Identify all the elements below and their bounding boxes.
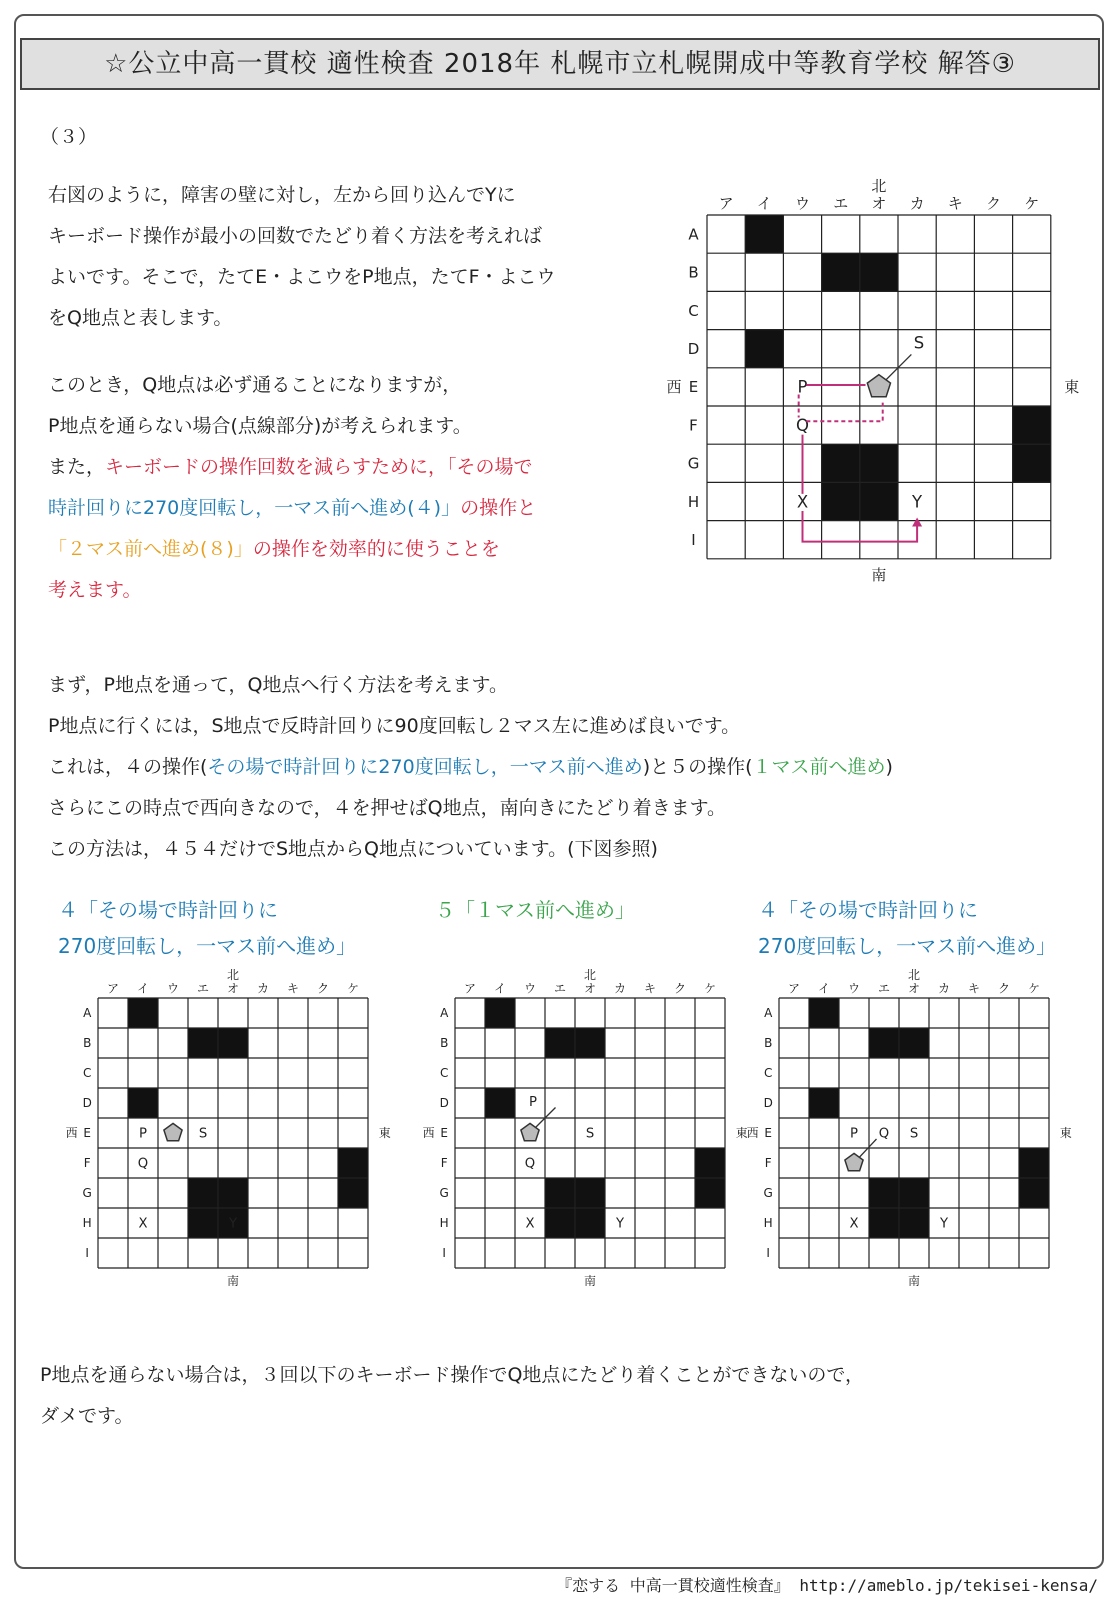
text-line: ダメです。 xyxy=(40,1405,134,1427)
wall-cell xyxy=(128,998,158,1028)
compass-south: 南 xyxy=(583,1273,597,1288)
compass-south: 南 xyxy=(907,1273,921,1288)
wall-cell xyxy=(899,1028,929,1058)
row-header: I xyxy=(766,1246,770,1261)
row-header: B xyxy=(440,1036,449,1051)
point-label-P: P xyxy=(850,1126,858,1142)
column-header: ク xyxy=(673,981,687,996)
column-header: エ xyxy=(833,194,849,213)
text-line: P地点を通らない場合(点線部分)が考えられます。 xyxy=(48,415,472,437)
row-header: I xyxy=(442,1246,446,1261)
column-header: ケ xyxy=(346,981,360,996)
point-label-P: P xyxy=(797,377,808,397)
row-header: C xyxy=(764,1066,773,1081)
text-line: よいです。そこで，たてE・よこウをP地点，たてF・よこウ xyxy=(48,266,556,288)
text-line: キーボード操作が最小の回数でたどり着く方法を考えれば xyxy=(48,225,543,247)
wall-cell xyxy=(1019,1178,1049,1208)
wall-cell xyxy=(860,444,898,482)
column-header: キ xyxy=(967,981,981,996)
wall-cell xyxy=(218,1028,248,1058)
caption-line: ４「その場で時計回りに xyxy=(758,898,978,922)
column-header: ウ xyxy=(847,981,861,996)
row-header: C xyxy=(440,1066,449,1081)
row-header: F xyxy=(764,1156,772,1171)
wall-cell xyxy=(575,1028,605,1058)
compass-north: 北 xyxy=(226,967,240,982)
compass-west: 西 xyxy=(746,1126,759,1141)
column-header: イ xyxy=(493,981,507,996)
point-label-Q: Q xyxy=(137,1156,149,1172)
column-header: キ xyxy=(286,981,300,996)
row-header: H xyxy=(687,492,700,511)
row-header: H xyxy=(439,1216,449,1231)
highlight-blue: その場で時計回りに270度回転し，一マス前へ進め xyxy=(207,756,643,778)
column-header: カ xyxy=(937,981,951,996)
wall-cell xyxy=(869,1208,899,1238)
row-header: D xyxy=(439,1096,449,1111)
row-header: A xyxy=(83,1006,92,1021)
text-segment: これは，４の操作( xyxy=(48,756,208,778)
text-line: 考えます。 xyxy=(48,579,142,601)
wall-cell xyxy=(822,482,860,520)
compass-west: 西 xyxy=(422,1126,435,1141)
highlight-red: の操作を効率的に使うことを xyxy=(252,538,500,560)
highlight-blue: 時計回りに270度回転し，一マス前へ進め(４)」 xyxy=(48,497,461,519)
dashed-path xyxy=(806,400,882,421)
wall-cell xyxy=(188,1028,218,1058)
point-label-P: P xyxy=(529,1095,537,1111)
wall-cell xyxy=(545,1178,575,1208)
point-label-Q: Q xyxy=(524,1156,536,1172)
row-header: H xyxy=(763,1216,773,1231)
column-header: ア xyxy=(718,194,734,213)
point-label-S: S xyxy=(913,333,925,353)
text-line: この方法は，４５４だけでS地点からQ地点についています。(下図参照) xyxy=(48,838,658,860)
wall-cell xyxy=(899,1208,929,1238)
row-header: F xyxy=(440,1156,448,1171)
column-header: エ xyxy=(553,981,567,996)
row-header: I xyxy=(85,1246,89,1261)
column-header: ケ xyxy=(1027,981,1041,996)
column-header: ケ xyxy=(703,981,717,996)
column-header: オ xyxy=(871,194,887,213)
wall-cell xyxy=(575,1208,605,1238)
row-header: F xyxy=(689,416,698,435)
point-label-X: X xyxy=(796,492,809,512)
point-label-X: X xyxy=(849,1216,859,1232)
column-header: ク xyxy=(316,981,330,996)
point-label-Y: Y xyxy=(615,1216,625,1232)
column-header: ウ xyxy=(794,194,811,213)
compass-south: 南 xyxy=(871,565,887,584)
text-line: まず，P地点を通って，Q地点へ行く方法を考えます。 xyxy=(48,674,508,696)
text-line: このとき，Q地点は必ず通ることになりますが， xyxy=(48,374,462,396)
column-header: ウ xyxy=(166,981,180,996)
caption-line: 270度回転し，一マス前へ進め」 xyxy=(58,934,357,958)
column-header: カ xyxy=(909,194,925,213)
wall-cell xyxy=(575,1178,605,1208)
point-label-Y: Y xyxy=(939,1216,949,1232)
compass-west: 西 xyxy=(65,1126,78,1141)
robot-icon xyxy=(164,1123,182,1140)
wall-cell xyxy=(809,998,839,1028)
row-header: B xyxy=(764,1036,773,1051)
text-line: さらにこの時点で西向きなので，４を押せばQ地点，南向きにたどり着きます。 xyxy=(48,797,727,819)
column-header: ク xyxy=(985,194,1002,213)
wall-cell xyxy=(128,1088,158,1118)
page-title: ☆公立中高一貫校 適性検査 2018年 札幌市立札幌開成中等教育学校 解答③ xyxy=(20,38,1100,90)
caption-line: ５「１マス前へ進め」 xyxy=(435,898,635,922)
column-header: カ xyxy=(613,981,627,996)
row-header: B xyxy=(688,263,699,282)
compass-west: 西 xyxy=(666,378,682,397)
footer-credit: 『恋する 中高一貫校適性検査』 http://ameblo.jp/tekisei-kensa/ xyxy=(556,1576,1098,1595)
compass-east: 東 xyxy=(1064,378,1080,397)
text-line: P地点を通らない場合は，３回以下のキーボード操作でQ地点にたどり着くことができないので， xyxy=(40,1364,865,1386)
wall-cell xyxy=(1019,1148,1049,1178)
wall-cell xyxy=(745,330,783,368)
wall-cell xyxy=(218,1178,248,1208)
column-header: エ xyxy=(877,981,891,996)
wall-cell xyxy=(1013,444,1051,482)
wall-cell xyxy=(809,1088,839,1118)
compass-north: 北 xyxy=(871,177,887,195)
wall-cell xyxy=(695,1148,725,1178)
caption-line: ４「その場で時計回りに xyxy=(58,898,278,922)
text-segment: )と５の操作( xyxy=(642,756,753,778)
column-header: ケ xyxy=(1024,194,1040,213)
caption-line: 270度回転し，一マス前へ進め」 xyxy=(758,934,1057,958)
compass-north: 北 xyxy=(583,967,597,982)
column-header: オ xyxy=(907,981,921,996)
highlight-red: の操作と xyxy=(460,497,537,519)
text-line: 右図のように，障害の壁に対し，左から回り込んでYに xyxy=(48,184,516,206)
wall-cell xyxy=(188,1208,218,1238)
row-header: G xyxy=(82,1186,92,1201)
column-header: ア xyxy=(106,981,120,996)
compass-east: 東 xyxy=(378,1126,391,1141)
point-label-S: S xyxy=(585,1126,595,1142)
point-label-Y: Y xyxy=(228,1216,238,1232)
column-header: キ xyxy=(643,981,657,996)
point-label-X: X xyxy=(525,1216,535,1232)
row-header: D xyxy=(687,339,700,358)
point-label-Q: Q xyxy=(796,415,809,435)
row-header: A xyxy=(440,1006,449,1021)
row-header: B xyxy=(83,1036,92,1051)
compass-north: 北 xyxy=(907,967,921,982)
column-header: エ xyxy=(196,981,210,996)
row-header: E xyxy=(764,1126,772,1141)
text-line: をQ地点と表します。 xyxy=(48,307,233,329)
column-header: イ xyxy=(817,981,831,996)
point-label-Q: Q xyxy=(878,1126,890,1142)
wall-cell xyxy=(338,1178,368,1208)
wall-cell xyxy=(822,253,860,291)
wall-cell xyxy=(695,1178,725,1208)
point-label-S: S xyxy=(909,1126,919,1142)
wall-cell xyxy=(869,1178,899,1208)
path-arrowhead xyxy=(912,518,922,527)
row-header: E xyxy=(83,1126,91,1141)
point-label-Y: Y xyxy=(912,492,923,512)
wall-cell xyxy=(869,1028,899,1058)
wall-cell xyxy=(899,1178,929,1208)
column-header: ア xyxy=(463,981,477,996)
wall-cell xyxy=(545,1208,575,1238)
highlight-orange: 「２マス前へ進め(８)」 xyxy=(48,538,253,560)
row-header: D xyxy=(763,1096,773,1111)
column-header: カ xyxy=(256,981,270,996)
compass-south: 南 xyxy=(226,1273,240,1288)
row-header: A xyxy=(688,225,699,244)
row-header: F xyxy=(83,1156,91,1171)
row-header: E xyxy=(440,1126,448,1141)
text-segment: ) xyxy=(885,756,893,778)
wall-cell xyxy=(485,1088,515,1118)
column-header: イ xyxy=(136,981,150,996)
compass-east: 東 xyxy=(735,1126,748,1141)
column-header: ア xyxy=(787,981,801,996)
section-label: （３） xyxy=(40,126,98,148)
wall-cell xyxy=(860,253,898,291)
column-header: キ xyxy=(947,194,963,213)
highlight-green: １マス前へ進め xyxy=(752,756,886,778)
wall-cell xyxy=(745,215,783,253)
column-header: オ xyxy=(226,981,240,996)
point-label-P: P xyxy=(139,1126,147,1142)
wall-cell xyxy=(188,1178,218,1208)
column-header: ウ xyxy=(523,981,537,996)
row-header: C xyxy=(688,301,699,320)
wall-cell xyxy=(485,998,515,1028)
row-header: A xyxy=(764,1006,773,1021)
row-header: I xyxy=(691,530,696,549)
text-segment: また， xyxy=(48,456,106,478)
wall-cell xyxy=(860,482,898,520)
row-header: G xyxy=(763,1186,773,1201)
point-label-X: X xyxy=(138,1216,148,1232)
column-header: オ xyxy=(583,981,597,996)
row-header: D xyxy=(82,1096,92,1111)
text-line: P地点に行くには，S地点で反時計回りに90度回転し２マス左に進めば良いです。 xyxy=(48,715,741,737)
row-header: G xyxy=(439,1186,449,1201)
wall-cell xyxy=(1013,406,1051,444)
row-header: G xyxy=(687,454,700,473)
wall-cell xyxy=(545,1028,575,1058)
row-header: H xyxy=(82,1216,92,1231)
highlight-red: キーボードの操作回数を減らすために，「その場で xyxy=(105,456,533,478)
column-header: イ xyxy=(756,194,772,213)
compass-east: 東 xyxy=(1059,1126,1072,1141)
wall-cell xyxy=(822,444,860,482)
row-header: E xyxy=(688,378,699,397)
row-header: C xyxy=(83,1066,92,1081)
column-header: ク xyxy=(997,981,1011,996)
wall-cell xyxy=(338,1148,368,1178)
point-label-S: S xyxy=(198,1126,208,1142)
